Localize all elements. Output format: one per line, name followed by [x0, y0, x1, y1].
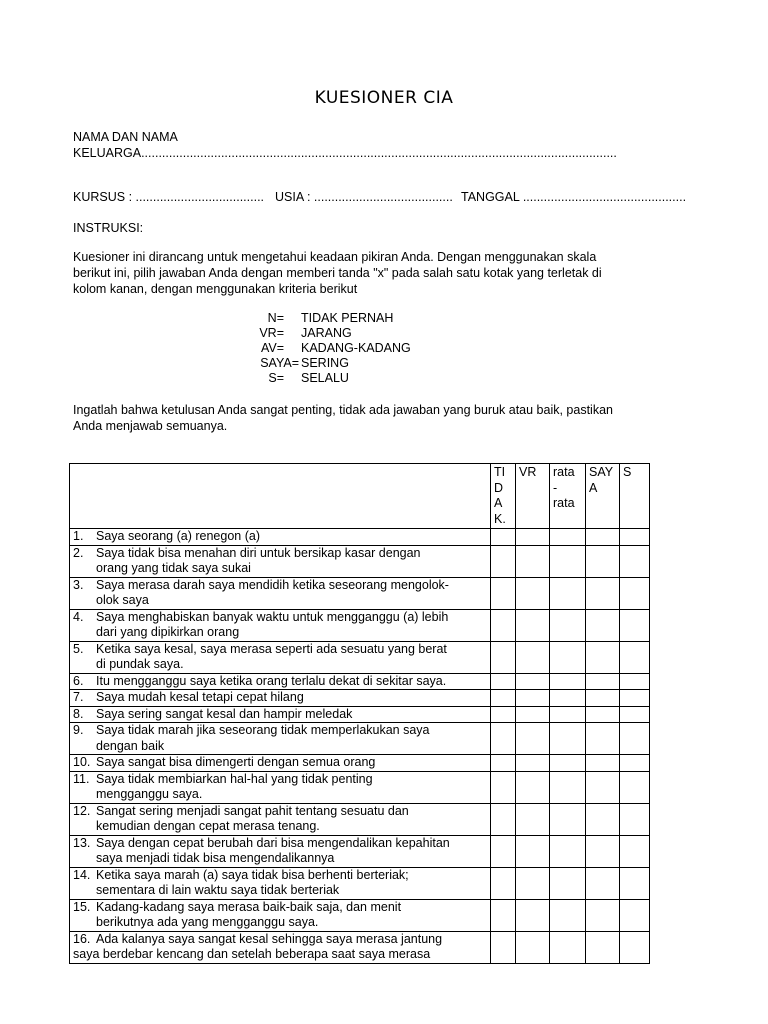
question-text: Sangat sering menjadi sangat pahit tentang sesuatu dan: [96, 803, 409, 818]
answer-vr-cell[interactable]: [516, 706, 550, 723]
header-saya: [586, 464, 620, 529]
question-line: [73, 674, 487, 690]
answer-tidak-cell[interactable]: [491, 529, 516, 546]
question-line: [73, 883, 487, 899]
header-text: SAY: [589, 465, 614, 479]
answer-tidak-cell[interactable]: [491, 609, 516, 641]
kursus-field: KURSUS : .....................................: [73, 190, 265, 204]
answer-vr-cell[interactable]: [516, 577, 550, 609]
question-text: Ketika saya kesal, saya merasa seperti ada sesuatu yang berat: [96, 641, 447, 656]
answer-s-cell[interactable]: [620, 690, 650, 707]
answer-vr-cell[interactable]: [516, 545, 550, 577]
answer-s-cell[interactable]: [620, 673, 650, 690]
question-text: orang yang tidak saya sukai: [96, 561, 251, 575]
table-row: [70, 577, 650, 609]
answer-saya-cell[interactable]: [586, 545, 620, 577]
answer-rata-rata-cell[interactable]: [550, 577, 586, 609]
question-cell: [70, 673, 491, 690]
answer-rata-rata-cell[interactable]: [550, 609, 586, 641]
question-cell: [70, 641, 491, 673]
question-line: [73, 787, 487, 803]
answer-s-cell[interactable]: [620, 835, 650, 867]
answer-saya-cell[interactable]: [586, 706, 620, 723]
question-text: mengganggu saya.: [96, 787, 203, 801]
answer-s-cell[interactable]: [620, 529, 650, 546]
header-text: D: [494, 480, 504, 495]
question-cell: [70, 706, 491, 723]
question-line: [73, 707, 487, 723]
answer-s-cell[interactable]: [620, 867, 650, 899]
criteria-label: TIDAK PERNAH: [301, 311, 394, 325]
answer-vr-cell[interactable]: [516, 529, 550, 546]
question-number: 5.: [73, 641, 84, 656]
question-line: [73, 739, 487, 755]
header-text: K.: [494, 511, 506, 526]
answer-saya-cell[interactable]: [586, 723, 620, 755]
question-number: 1.: [73, 529, 84, 543]
question-number: 3.: [73, 577, 84, 592]
header-text: -: [553, 480, 558, 495]
question-number: 10.: [73, 755, 91, 769]
criteria-code: SAYA=: [260, 356, 299, 370]
question-line: [73, 836, 487, 852]
answer-s-cell[interactable]: [620, 931, 650, 963]
answer-vr-cell[interactable]: [516, 835, 550, 867]
answer-tidak-cell[interactable]: [491, 641, 516, 673]
answer-tidak-cell[interactable]: [491, 673, 516, 690]
table-row: [70, 609, 650, 641]
question-text: sementara di lain waktu saya tidak berteriak: [96, 883, 340, 897]
question-text: saya berdebar kencang dan setelah beberapa saat saya merasa: [73, 947, 431, 961]
question-text: berikutnya ada yang mengganggu saya.: [96, 915, 319, 929]
question-text: di pundak saya.: [96, 657, 184, 671]
table-row: [70, 545, 650, 577]
question-cell: [70, 577, 491, 609]
page-title: KUESIONER CIA: [314, 88, 454, 108]
question-line: [73, 900, 487, 916]
table-row: [70, 867, 650, 899]
question-text: Saya tidak bisa menahan diri untuk bersikap kasar dengan: [96, 545, 421, 560]
header-text: rata: [553, 465, 575, 479]
answer-tidak-cell[interactable]: [491, 755, 516, 772]
answer-rata-rata-cell[interactable]: [550, 835, 586, 867]
question-text: Saya menghabiskan banyak waktu untuk mengganggu (a) lebih: [96, 609, 449, 624]
answer-tidak-cell[interactable]: [491, 803, 516, 835]
intro-line: berikut ini, pilih jawaban Anda dengan memberi tanda "x" pada salah satu kotak yang terletak di: [73, 266, 602, 280]
table-row: [70, 931, 650, 963]
criteria-label: SELALU: [301, 371, 349, 385]
question-text: Saya tidak membiarkan hal-hal yang tidak penting: [96, 771, 373, 786]
question-line: [73, 546, 487, 562]
header-text: VR: [519, 465, 537, 479]
question-cell: [70, 899, 491, 931]
answer-tidak-cell[interactable]: [491, 723, 516, 755]
answer-rata-rata-cell[interactable]: [550, 529, 586, 546]
answer-s-cell[interactable]: [620, 545, 650, 577]
table-row: [70, 641, 650, 673]
answer-s-cell[interactable]: [620, 723, 650, 755]
answer-tidak-cell[interactable]: [491, 867, 516, 899]
question-line: [73, 915, 487, 931]
answer-rata-rata-cell[interactable]: [550, 867, 586, 899]
header-text: A: [494, 496, 503, 510]
table-row: [70, 755, 650, 772]
table-row: [70, 529, 650, 546]
answer-rata-rata-cell[interactable]: [550, 899, 586, 931]
question-line: [73, 804, 487, 820]
answer-vr-cell[interactable]: [516, 899, 550, 931]
answer-vr-cell[interactable]: [516, 931, 550, 963]
question-line: [73, 642, 487, 658]
question-text: Ketika saya marah (a) saya tidak bisa berhenti berteriak;: [96, 867, 409, 882]
question-line: [73, 610, 487, 626]
answer-vr-cell[interactable]: [516, 755, 550, 772]
answer-saya-cell[interactable]: [586, 690, 620, 707]
question-cell: [70, 771, 491, 803]
answer-vr-cell[interactable]: [516, 673, 550, 690]
answer-tidak-cell[interactable]: [491, 835, 516, 867]
header-question-cell: [70, 464, 491, 529]
answer-saya-cell[interactable]: [586, 673, 620, 690]
answer-saya-cell[interactable]: [586, 771, 620, 803]
question-text: Saya sering sangat kesal dan hampir meledak: [96, 706, 353, 721]
answer-vr-cell[interactable]: [516, 609, 550, 641]
usia-field: USIA : ........................................: [275, 190, 453, 204]
question-line: [73, 657, 487, 673]
instruksi-label: INSTRUKSI:: [73, 221, 144, 235]
table-row: [70, 835, 650, 867]
answer-tidak-cell[interactable]: [491, 931, 516, 963]
answer-vr-cell[interactable]: [516, 641, 550, 673]
question-cell: [70, 931, 491, 963]
answer-s-cell[interactable]: [620, 609, 650, 641]
question-cell: [70, 690, 491, 707]
question-number: 4.: [73, 609, 84, 624]
question-line: [73, 947, 487, 963]
header-text: TI: [494, 465, 506, 479]
question-text: Kadang-kadang saya merasa baik-baik saja, dan menit: [96, 899, 402, 914]
name-label: NAMA DAN NAMA: [73, 130, 178, 144]
answer-rata-rata-cell[interactable]: [550, 771, 586, 803]
question-number: 8.: [73, 706, 84, 721]
answer-tidak-cell[interactable]: [491, 690, 516, 707]
answer-s-cell[interactable]: [620, 803, 650, 835]
answer-saya-cell[interactable]: [586, 755, 620, 772]
question-line: [73, 723, 487, 739]
answer-vr-cell[interactable]: [516, 867, 550, 899]
answer-rata-rata-cell[interactable]: [550, 706, 586, 723]
reminder-line: Ingatlah bahwa ketulusan Anda sangat penting, tidak ada jawaban yang buruk atau baik, pastikan: [73, 403, 613, 417]
header-text: A: [589, 480, 598, 495]
answer-s-cell[interactable]: [620, 641, 650, 673]
answer-saya-cell[interactable]: [586, 867, 620, 899]
answer-saya-cell[interactable]: [586, 835, 620, 867]
answer-s-cell[interactable]: [620, 771, 650, 803]
table-row: [70, 723, 650, 755]
questionnaire-table: [69, 463, 650, 964]
question-number: 7.: [73, 690, 84, 704]
table-row: [70, 706, 650, 723]
question-text: olok saya: [96, 593, 149, 607]
answer-tidak-cell[interactable]: [491, 577, 516, 609]
header-text: S: [623, 465, 632, 479]
answer-s-cell[interactable]: [620, 577, 650, 609]
question-cell: [70, 835, 491, 867]
criteria-label: JARANG: [301, 326, 352, 340]
question-number: 9.: [73, 723, 84, 737]
table-row: [70, 899, 650, 931]
answer-saya-cell[interactable]: [586, 641, 620, 673]
question-text: Saya mudah kesal tetapi cepat hilang: [96, 690, 304, 704]
question-number: 15.: [73, 899, 91, 914]
answer-s-cell[interactable]: [620, 755, 650, 772]
answer-saya-cell[interactable]: [586, 931, 620, 963]
answer-vr-cell[interactable]: [516, 723, 550, 755]
table-header-row: [70, 464, 650, 529]
intro-line: kolom kanan, dengan menggunakan kriteria berikut: [73, 282, 358, 296]
question-number: 16.: [73, 931, 91, 946]
answer-tidak-cell[interactable]: [491, 545, 516, 577]
answer-vr-cell[interactable]: [516, 771, 550, 803]
question-cell: [70, 867, 491, 899]
question-cell: [70, 755, 491, 772]
answer-rata-rata-cell[interactable]: [550, 931, 586, 963]
criteria-code: N=: [267, 311, 284, 325]
answer-s-cell[interactable]: [620, 899, 650, 931]
question-number: 12.: [73, 803, 91, 818]
question-text: Saya merasa darah saya mendidih ketika seseorang mengolok-: [96, 577, 449, 592]
question-cell: [70, 723, 491, 755]
question-cell: [70, 609, 491, 641]
answer-rata-rata-cell[interactable]: [550, 723, 586, 755]
question-line: [73, 755, 487, 771]
question-text: Saya dengan cepat berubah dari bisa mengendalikan kepahitan: [96, 835, 450, 850]
name-field-line: KELUARGA.........................................................................................................................................: [73, 146, 617, 160]
question-text: dari yang dipikirkan orang: [96, 625, 240, 639]
question-text: Saya sangat bisa dimengerti dengan semua orang: [96, 755, 376, 769]
question-line: [73, 690, 487, 706]
question-text: dengan baik: [96, 738, 165, 753]
question-line: [73, 932, 487, 948]
answer-vr-cell[interactable]: [516, 690, 550, 707]
answer-saya-cell[interactable]: [586, 529, 620, 546]
question-text: Saya tidak marah jika seseorang tidak memperlakukan saya: [96, 723, 430, 737]
table-row: [70, 771, 650, 803]
answer-rata-rata-cell[interactable]: [550, 690, 586, 707]
question-cell: [70, 803, 491, 835]
answer-rata-rata-cell[interactable]: [550, 545, 586, 577]
question-cell: [70, 529, 491, 546]
question-line: [73, 625, 487, 641]
reminder-line: Anda menjawab semuanya.: [73, 419, 228, 433]
answer-tidak-cell[interactable]: [491, 706, 516, 723]
question-line: [73, 561, 487, 577]
criteria-code: S=: [268, 371, 284, 385]
criteria-code: VR=: [259, 326, 284, 340]
question-line: [73, 819, 487, 835]
table-row: [70, 673, 650, 690]
question-text: Ada kalanya saya sangat kesal sehingga saya merasa jantung: [96, 931, 443, 946]
answer-s-cell[interactable]: [620, 706, 650, 723]
question-line: [73, 578, 487, 594]
header-text: rata: [553, 496, 575, 510]
question-number: 13.: [73, 835, 91, 850]
table-row: [70, 690, 650, 707]
answer-tidak-cell[interactable]: [491, 899, 516, 931]
tanggal-field: TANGGAL ...............................................: [461, 190, 687, 204]
question-line: [73, 529, 487, 545]
table-row: [70, 803, 650, 835]
question-line: [73, 593, 487, 609]
question-number: 2.: [73, 545, 84, 560]
answer-saya-cell[interactable]: [586, 577, 620, 609]
answer-saya-cell[interactable]: [586, 803, 620, 835]
answer-rata-rata-cell[interactable]: [550, 641, 586, 673]
answer-rata-rata-cell[interactable]: [550, 673, 586, 690]
answer-tidak-cell[interactable]: [491, 771, 516, 803]
answer-saya-cell[interactable]: [586, 609, 620, 641]
header-s: [620, 464, 650, 529]
question-text: Itu mengganggu saya ketika orang terlalu dekat di sekitar saya.: [96, 673, 447, 688]
question-number: 11.: [73, 771, 90, 786]
question-line: [73, 868, 487, 884]
answer-rata-rata-cell[interactable]: [550, 803, 586, 835]
question-number: 14.: [73, 867, 91, 882]
question-text: kemudian dengan cepat merasa tenang.: [96, 819, 320, 833]
question-line: [73, 851, 487, 867]
question-number: 6.: [73, 673, 84, 688]
question-text: saya menjadi tidak bisa mengendalikannya: [96, 851, 335, 865]
answer-vr-cell[interactable]: [516, 803, 550, 835]
criteria-label: SERING: [301, 356, 349, 370]
criteria-label: KADANG-KADANG: [301, 341, 411, 355]
header-vr: [516, 464, 550, 529]
answer-saya-cell[interactable]: [586, 899, 620, 931]
question-text: Saya seorang (a) renegon (a): [96, 529, 260, 543]
header-tidak: [491, 464, 516, 529]
criteria-code: AV=: [260, 341, 284, 355]
intro-line: Kuesioner ini dirancang untuk mengetahui keadaan pikiran Anda. Dengan menggunakan skala: [73, 250, 597, 264]
header-rata-rata: [550, 464, 586, 529]
answer-rata-rata-cell[interactable]: [550, 755, 586, 772]
question-line: [73, 772, 487, 788]
question-cell: [70, 545, 491, 577]
